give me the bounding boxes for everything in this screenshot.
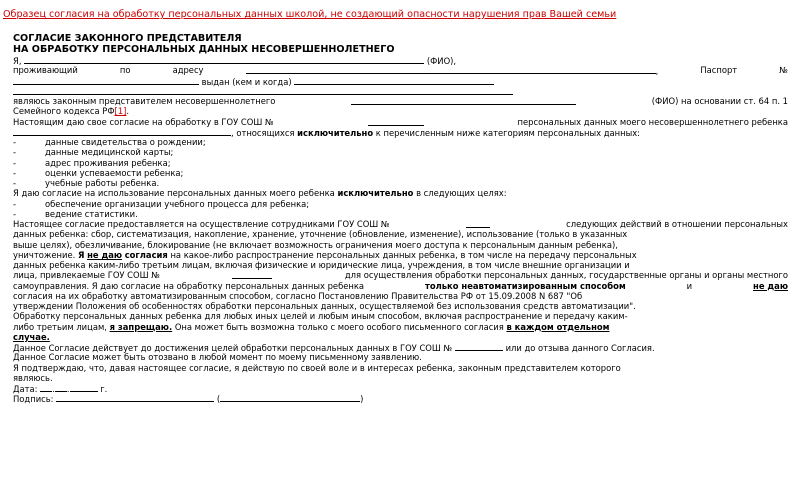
consent-end: персональных данных моего несовершеннолетнего ребенка <box>517 116 788 127</box>
form-line-name <box>13 55 788 65</box>
passport-number-blank[interactable] <box>13 76 199 85</box>
list-item-text: обеспечение организации учебного процесса для ребенка; <box>45 198 310 209</box>
signature-paren-close: ) <box>360 394 364 405</box>
p1-line9: утверждении Положения об особенностях обработки персональных данных, осуществляемой без использования средств автоматизации". <box>13 301 636 311</box>
p1-l4-ne-dayu: не даю <box>87 249 123 260</box>
list-item-text: данные свидетельства о рождении; <box>45 137 206 147</box>
footnote-link[interactable]: [1] <box>114 106 127 117</box>
consent-line-1 <box>13 117 788 127</box>
p1-line2: данных ребенка: сбор, систематизация, накопление, хранение, уточнение (обновление, изменение), использование (только в указанных <box>13 229 628 240</box>
date-line <box>13 383 788 393</box>
date-year-suffix: г. <box>100 384 108 394</box>
fio-blank[interactable] <box>24 55 424 64</box>
school-number-blank-1[interactable] <box>368 117 424 126</box>
p1-line3: выше целях), обезличивание, блокирование (не включает возможность ограничения моего доступа к персональным данным ребенка), <box>13 239 618 250</box>
p1-line7 <box>13 281 788 291</box>
form-line-issued <box>13 76 788 86</box>
label-no: № <box>779 65 788 76</box>
consent-line-2 <box>13 127 788 137</box>
signature-label: Подпись: <box>13 394 54 405</box>
dash: - <box>13 147 17 158</box>
dash: - <box>13 137 17 147</box>
label-i: Я, <box>13 56 22 66</box>
list-item <box>13 209 788 219</box>
p2-l2-bu: я запрещаю. <box>109 321 173 332</box>
purposes-post: в следующих целях: <box>416 188 507 199</box>
p2-l2-end: в каждом отдельном <box>506 321 610 332</box>
p4-line: Данное Согласие может быть отозвано в любой момент по моему письменному заявлению. <box>13 352 422 363</box>
consent-start: Настоящим даю свое согласие на обработку в ГОУ СОШ № <box>13 116 274 127</box>
rep-line <box>13 96 788 106</box>
p1-l7-and: и <box>686 280 693 291</box>
categories-list <box>13 137 788 188</box>
dash: - <box>13 198 17 209</box>
label-issued: выдан (кем и когда) <box>201 76 292 87</box>
date-year-blank[interactable] <box>70 383 98 392</box>
signature-blank[interactable] <box>56 393 214 402</box>
rep-right: (ФИО) на основании ст. 64 п. 1 <box>651 96 788 106</box>
date-month-blank[interactable] <box>55 383 67 392</box>
p1-l7-bold: только неавтоматизированным способом <box>425 280 626 291</box>
p1-l6a: лица, привлекаемые ГОУ СОШ № <box>13 270 160 281</box>
p1-l7-ne-dayu: не даю <box>753 280 788 291</box>
p3-pre: Данное Согласие действует до достижения целей обработки персональных данных в ГОУ СОШ № <box>13 343 453 353</box>
p1-line1 <box>13 219 788 229</box>
p1-l4-soglasiya: согласия <box>124 249 168 260</box>
list-item <box>13 137 788 147</box>
list-item-text: учебные работы ребенка. <box>45 178 160 188</box>
date-sep-2: . <box>66 384 70 394</box>
p1-l4-post: на какое-либо распространение персональных данных ребенка, в том числе на передачу персональных <box>170 249 637 260</box>
purposes-list <box>13 199 788 220</box>
family-code: Семейного кодекса РФ <box>13 106 115 117</box>
dash: - <box>13 208 17 219</box>
list-item-text: адрес проживания ребенка; <box>45 157 171 168</box>
doc-title-line1: СОГЛАСИЕ ЗАКОННОГО ПРЕДСТАВИТЕЛЯ <box>13 33 242 44</box>
p2-l2-post: Она может быть возможна только с моего особого письменного согласия <box>174 321 504 332</box>
issued-by-blank[interactable] <box>294 76 494 85</box>
form-line-address <box>13 65 788 75</box>
p1-l6b: для осуществления обработки персональных данных, государственные органы и органы местного <box>344 270 788 281</box>
rep-left: являюсь законным представителем несовершеннолетнего <box>13 96 276 106</box>
p5-line2: являюсь. <box>13 372 53 383</box>
list-item-text: оценки успеваемости ребенка; <box>45 167 184 178</box>
consent-document <box>13 33 788 404</box>
school-number-blank-3[interactable] <box>232 270 272 279</box>
list-item <box>13 178 788 188</box>
p5-line1: Я подтверждаю, что, давая настоящее согласие, я действую по своей воле и в интересах ребенка, законным представителем которого <box>13 362 621 373</box>
p1-line5: данных ребенка каким-либо третьим лицам, включая физические и юридические лица, учреждения, в том числе внешние организации и <box>13 260 630 270</box>
list-item <box>13 147 788 157</box>
list-item-text: данные медицинской карты; <box>45 147 174 158</box>
list-item-text: ведение статистики. <box>45 208 138 219</box>
date-label: Дата: <box>13 384 38 394</box>
list-item <box>13 168 788 178</box>
comma: , <box>655 66 659 77</box>
date-sep: . <box>52 384 55 394</box>
period: . <box>126 106 130 117</box>
signature-paren-open: ( <box>216 394 221 405</box>
p1-l1b: следующих действий в отношении персональных <box>566 219 788 229</box>
purposes-bold: исключительно <box>337 188 414 199</box>
p2-line3: случае. <box>13 331 50 342</box>
list-item <box>13 199 788 209</box>
label-passport: Паспорт <box>700 65 738 76</box>
signature-line <box>13 393 788 403</box>
school-number-blank-4[interactable] <box>455 342 503 351</box>
rep-line-2 <box>13 106 788 116</box>
p2-l2-pre: либо третьим лицам, <box>13 321 107 332</box>
p3-post: или до отзыва данного Согласия. <box>505 343 655 353</box>
doc-title-line2: НА ОБРАБОТКУ ПЕРСОНАЛЬНЫХ ДАННЫХ НЕСОВЕРШЕННОЛЕТНЕГО <box>13 44 395 55</box>
address-blank[interactable] <box>246 65 656 74</box>
purposes-pre: Я даю согласие на использование персональных данных моего ребенка <box>13 188 335 199</box>
dash: - <box>13 167 17 178</box>
label-fio: (ФИО), <box>426 56 457 66</box>
consent-blank[interactable] <box>13 127 231 136</box>
purposes-intro <box>13 188 788 198</box>
p1-l1a: Настоящее согласие предоставляется на осуществление сотрудниками ГОУ СОШ № <box>13 219 390 229</box>
label-address: адресу <box>172 65 204 76</box>
p1-l4-ya: Я <box>77 249 85 260</box>
p1-line4 <box>13 250 788 260</box>
form-line-blank <box>13 86 788 96</box>
date-day-blank[interactable] <box>40 383 52 392</box>
consent-pre-bold: , относящихся <box>231 127 295 138</box>
dash: - <box>13 157 17 168</box>
p1-line8: согласия на их обработку автоматизированным способом, согласно Постановлению Правительства РФ от 15.09.2008 N 687 "Об <box>13 290 583 301</box>
p2-line1: Обработку персональных данных ребенка для любых иных целей и любым иным способом, включая распространение и передачу каким- <box>13 311 628 322</box>
p2-line2 <box>13 322 788 332</box>
p1-l4-pre: уничтожение. <box>13 249 76 260</box>
label-living: проживающий <box>13 65 78 76</box>
p3-line <box>13 342 788 352</box>
consent-post-bold: к перечисленным ниже категориям персональных данных: <box>375 127 640 138</box>
p1-line6 <box>13 270 788 280</box>
signature-name-blank[interactable] <box>220 393 360 402</box>
label-at: по <box>119 65 131 76</box>
extra-blank[interactable] <box>13 86 513 95</box>
school-number-blank-2[interactable] <box>466 219 490 228</box>
dash: - <box>13 178 17 188</box>
child-fio-blank[interactable] <box>351 96 576 105</box>
header-link[interactable]: Образец согласия на обработку персональных данных школой, не создающий опасности нарушения прав Вашей семьи <box>3 9 617 20</box>
list-item <box>13 158 788 168</box>
consent-bold: исключительно <box>297 127 374 138</box>
p1-l7-pre: самоуправления. Я даю согласие на обработку персональных данных ребенка <box>13 280 365 291</box>
